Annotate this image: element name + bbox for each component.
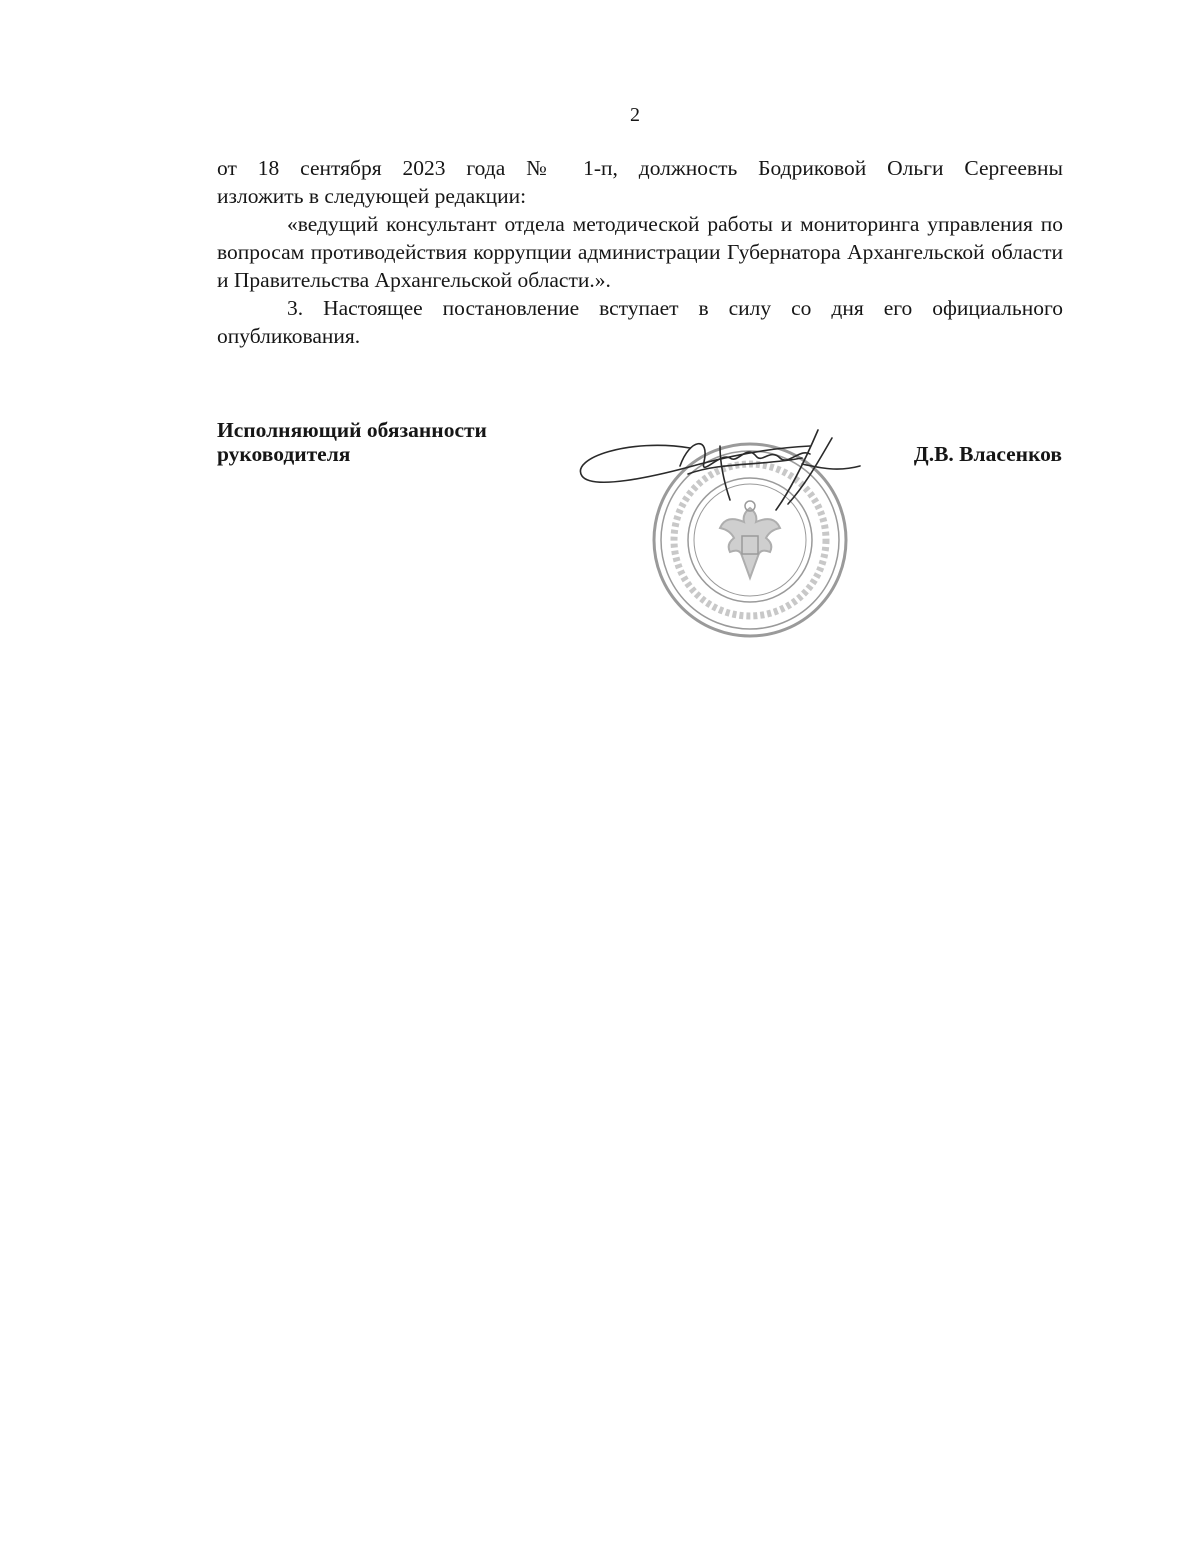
official-round-seal-icon xyxy=(654,444,846,636)
document-body xyxy=(217,154,1063,350)
paragraph-3: «ведущий консультант отдела методической работы и мониторинга управления по вопросам противодействия коррупции администрации Губернатора Архангельской области и Правительства Архангельской области.». xyxy=(217,212,1063,292)
signer-name: Д.В. Власенков xyxy=(913,442,1062,466)
seal-and-signature xyxy=(570,418,870,648)
paragraph-2: изложить в следующей редакции: xyxy=(217,184,527,208)
seal-icon xyxy=(570,418,870,648)
handwritten-signature-icon xyxy=(580,430,860,510)
page-number: 2 xyxy=(630,104,640,126)
signer-title xyxy=(217,418,487,466)
paragraph-1: от 18 сентября 2023 года № 1-п, должность Бодриковой Ольги Сергеевны xyxy=(217,156,1063,180)
paragraph-4: 3. Настоящее постановление вступает в силу со дня его официального опубликования. xyxy=(217,296,1063,348)
signer-title-line-1: Исполняющий обязанности xyxy=(217,418,487,442)
signer-title-line-2: руководителя xyxy=(217,442,351,466)
